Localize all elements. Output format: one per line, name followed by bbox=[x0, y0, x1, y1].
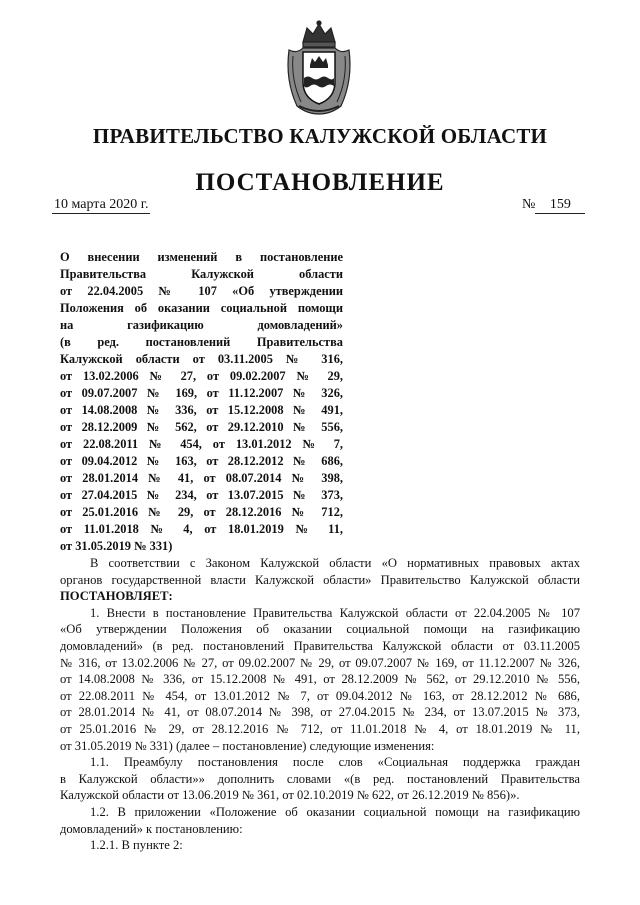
heading-line: Правительства Калужской области bbox=[60, 267, 343, 281]
item121-line: 1.2.1. В пункте 2: bbox=[90, 838, 183, 853]
item1-line: № 316, от 13.02.2006 № 27, от 09.02.2007 № 29, от 09.07.2007 № 169, от 11.12.2007 № 326, bbox=[60, 655, 580, 670]
document-type: ПОСТАНОВЛЕНИЕ bbox=[195, 169, 445, 196]
heading-line: от 28.12.2009 № 562, от 29.12.2010 № 556, bbox=[60, 420, 343, 434]
government-name: ПРАВИТЕЛЬСТВО КАЛУЖСКОЙ ОБЛАСТИ bbox=[92, 124, 548, 148]
document-body bbox=[60, 555, 580, 854]
item1-line: от 25.01.2016 № 29, от 28.12.2016 № 712, от 11.01.2018 № 4, от 18.01.2019 № 11, bbox=[60, 721, 580, 736]
heading-line: Калужской области от 03.11.2005 № 316, bbox=[60, 352, 343, 366]
item12-line: домовладений» к постановлению: bbox=[60, 821, 243, 836]
item1-line: 1. Внести в постановление Правительства Калужской области от 22.04.2005 № 107 bbox=[90, 605, 580, 620]
heading-line: на газификацию домовладений» bbox=[60, 318, 343, 332]
heading-line: О внесении изменений в постановление bbox=[60, 250, 343, 264]
item1-line: от 22.08.2011 № 454, от 13.01.2012 № 7, от 09.04.2012 № 163, от 28.12.2012 № 686, bbox=[60, 688, 580, 703]
item1-line: от 28.01.2014 № 41, от 08.07.2014 № 398, от 27.04.2015 № 234, от 13.07.2015 № 373, bbox=[60, 705, 580, 720]
heading-line: от 09.07.2007 № 169, от 11.12.2007 № 326, bbox=[60, 386, 343, 400]
heading-line: (в ред. постановлений Правительства bbox=[60, 335, 343, 349]
resolves-heading: ПОСТАНОВЛЯЕТ: bbox=[60, 589, 173, 604]
number-value: 159 bbox=[535, 197, 585, 214]
heading-line: Положения об оказании социальной помощи bbox=[60, 301, 343, 315]
item1-line: от 31.05.2019 № 331) (далее – постановление) следующие изменения: bbox=[60, 738, 435, 753]
heading-line: от 22.04.2005 № 107 «Об утверждении bbox=[60, 284, 343, 298]
item11-line: в Калужской области»» дополнить словами «(в ред. постановлений Правительства bbox=[60, 771, 580, 786]
document-date: 10 марта 2020 г. bbox=[54, 197, 149, 212]
heading-line: от 11.01.2018 № 4, от 18.01.2019 № 11, bbox=[60, 522, 343, 536]
heading-line: от 13.02.2006 № 27, от 09.02.2007 № 29, bbox=[60, 369, 343, 383]
heading-line: от 25.01.2016 № 29, от 28.12.2016 № 712, bbox=[60, 505, 343, 519]
kaluga-coat-of-arms-icon bbox=[283, 20, 355, 116]
heading-line: от 14.08.2008 № 336, от 15.12.2008 № 491, bbox=[60, 403, 343, 417]
intro-line: В соответствии с Законом Калужской области «О нормативных правовых актах bbox=[90, 556, 580, 570]
item1-line: «Об утверждении Положения об оказании социальной помощи на газификацию bbox=[60, 622, 580, 637]
heading-line: от 31.05.2019 № 331) bbox=[60, 539, 173, 553]
heading-line: от 09.04.2012 № 163, от 28.12.2012 № 686, bbox=[60, 454, 343, 468]
intro-line: органов государственной власти Калужской области» Правительство Калужской области bbox=[60, 572, 580, 587]
item1-line: от 14.08.2008 № 336, от 15.12.2008 № 491, от 28.12.2009 № 562, от 29.12.2010 № 556, bbox=[60, 672, 580, 687]
heading-line: от 28.01.2014 № 41, от 08.07.2014 № 398, bbox=[60, 471, 343, 485]
item12-line: 1.2. В приложении «Положение об оказании социальной помощи на газификацию bbox=[90, 804, 580, 819]
document-number bbox=[522, 197, 585, 214]
item11-line: Калужской области от 13.06.2019 № 361, от 02.10.2019 № 622, от 26.12.2019 № 856)». bbox=[60, 788, 520, 803]
heading-line: от 22.08.2011 № 454, от 13.01.2012 № 7, bbox=[60, 437, 343, 451]
document-heading bbox=[60, 249, 343, 555]
heading-line: от 27.04.2015 № 234, от 13.07.2015 № 373, bbox=[60, 488, 343, 502]
item1-line: домовладений» (в ред. постановлений Правительства Калужской области от 03.11.2005 bbox=[60, 638, 580, 653]
item11-line: 1.1. Преамбулу постановления после слов «Социальная поддержка граждан bbox=[90, 755, 580, 770]
number-label: № bbox=[522, 197, 536, 212]
